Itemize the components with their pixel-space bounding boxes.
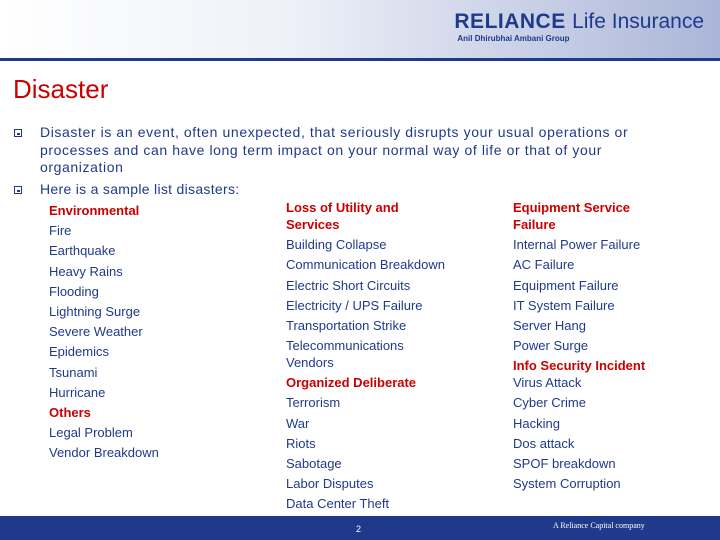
reliance-logo xyxy=(454,10,704,43)
bullet-square-icon xyxy=(14,186,22,194)
list-item: AC Failure xyxy=(513,257,575,273)
disaster-column-2 xyxy=(286,200,445,513)
brand-group: Anil Dhirubhai Ambani Group xyxy=(457,34,570,43)
disaster-column-3 xyxy=(513,200,663,493)
list-item: IT System Failure xyxy=(513,297,615,313)
list-item: Riots xyxy=(286,435,316,451)
list-item: Fire xyxy=(49,223,72,239)
page-number: 2 xyxy=(356,524,362,534)
list-item: Hacking xyxy=(513,415,560,431)
list-item: Virus Attack xyxy=(513,375,582,391)
brand-name: RELIANCE xyxy=(454,10,566,33)
list-item: Earthquake xyxy=(49,243,116,259)
list-item: Lightning Surge xyxy=(49,304,141,320)
list-item: Electricity / UPS Failure xyxy=(286,297,423,313)
list-item: Data Center Theft xyxy=(286,496,390,512)
list-item: Severe Weather xyxy=(49,324,143,340)
list-item: Epidemics xyxy=(49,344,109,360)
list-item: Labor Disputes xyxy=(286,476,374,492)
category-heading: Info Security Incident xyxy=(513,358,646,374)
list-item: Communication Breakdown xyxy=(286,257,445,273)
list-item: Flooding xyxy=(49,283,99,299)
category-heading: Others xyxy=(49,405,91,421)
category-heading: Environmental xyxy=(49,203,140,218)
disaster-column-1 xyxy=(49,201,159,464)
category-heading: Equipment Service Failure xyxy=(513,200,631,232)
bullet-definition: Disaster is an event, often unexpected, that seriously disrupts your usual operations or processes and can have long term impact on your normal way of life or that of your organization xyxy=(40,124,629,175)
list-item: Dos attack xyxy=(513,435,575,451)
brand-product: Life Insurance xyxy=(572,10,704,33)
list-item: War xyxy=(286,415,310,431)
list-item: Cyber Crime xyxy=(513,395,586,411)
title-divider xyxy=(0,58,720,61)
category-heading: Loss of Utility and Services xyxy=(286,200,399,232)
header-band xyxy=(0,0,720,58)
list-item: SPOF breakdown xyxy=(513,456,616,472)
list-item: Electric Short Circuits xyxy=(286,277,411,293)
bullet-square-icon xyxy=(14,129,22,137)
list-item: Terrorism xyxy=(286,395,341,411)
bullet-intro: Here is a sample list disasters: xyxy=(40,181,240,197)
footer-tagline: A Reliance Capital company xyxy=(553,521,645,530)
list-item: Sabotage xyxy=(286,456,342,472)
list-item: Hurricane xyxy=(49,384,106,400)
list-item: Power Surge xyxy=(513,338,589,354)
list-item: Equipment Failure xyxy=(513,277,619,293)
list-item: Tsunami xyxy=(49,364,98,380)
list-item: Heavy Rains xyxy=(49,263,123,279)
list-item: Server Hang xyxy=(513,317,586,333)
list-item: Transportation Strike xyxy=(286,317,407,333)
list-item: System Corruption xyxy=(513,476,621,492)
list-item: Building Collapse xyxy=(286,237,387,253)
list-item: Telecommunications Vendors xyxy=(286,338,404,371)
list-item: Legal Problem xyxy=(49,425,133,441)
slide-title: Disaster xyxy=(13,74,109,104)
list-item: Vendor Breakdown xyxy=(49,445,159,461)
category-heading: Organized Deliberate xyxy=(286,375,417,391)
list-item: Internal Power Failure xyxy=(513,237,641,253)
